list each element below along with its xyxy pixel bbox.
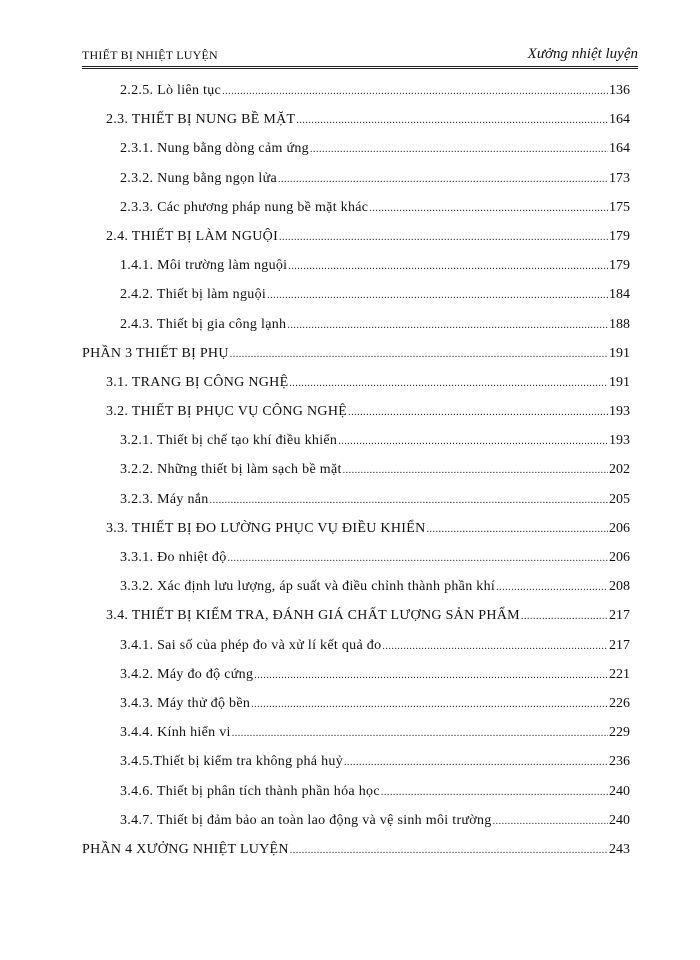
toc-entry-label: 3.4.2. Máy đo độ cứng [120,666,254,682]
toc-entry-label: 3.4.6. Thiết bị phân tích thành phần hóa học [120,783,380,799]
dot-leader [348,398,608,427]
toc-entry-label: 2.4. THIẾT BỊ LÀM NGUỘI [106,228,279,244]
dot-leader [426,515,608,544]
toc-entry[interactable] [82,222,630,251]
dot-leader [267,281,608,310]
toc-entry-page-number: 208 [609,579,630,595]
toc-entry-label: PHẦN 4 XƯỞNG NHIỆT LUYỆN [82,841,289,857]
toc-entry-page-number: 240 [609,812,630,828]
dot-leader [290,836,608,865]
toc-entry[interactable] [82,631,630,660]
dot-leader [279,223,608,252]
toc-entry[interactable] [82,280,630,309]
toc-entry[interactable] [82,193,630,222]
toc-entry-page-number: 243 [609,841,630,857]
dot-leader [381,778,608,807]
toc-entry-label: 3.3.2. Xác định lưu lượng, áp suất và điều chỉnh thành phần khí [120,579,496,595]
toc-entry-label: 3.2.3. Máy nắn [120,491,209,507]
toc-entry-page-number: 175 [609,199,630,215]
toc-entry[interactable] [82,485,630,514]
toc-entry-page-number: 206 [609,520,630,536]
toc-entry-label: 3.4.3. Máy thử độ bền [120,695,251,711]
toc-entry-label: 3.2.2. Những thiết bị làm sạch bề mặt [120,462,342,478]
table-of-contents [82,76,630,864]
toc-entry-page-number: 179 [609,258,630,274]
toc-entry-label: 3.2. THIẾT BỊ PHỤC VỤ CÔNG NGHỆ [106,404,348,420]
toc-entry-label: 3.1. TRANG BỊ CÔNG NGHỆ [106,374,289,390]
header-divider [82,66,638,69]
toc-entry-label: 3.4.5.Thiết bị kiểm tra không phá huỷ [120,754,344,770]
toc-entry[interactable] [82,601,630,630]
toc-entry-page-number: 191 [609,345,630,361]
toc-entry-page-number: 191 [609,374,630,390]
dot-leader [222,77,608,106]
dot-leader [521,602,608,631]
toc-entry-page-number: 188 [609,316,630,332]
toc-entry[interactable] [82,806,630,835]
dot-leader [232,719,608,748]
section-title: Xưởng nhiệt luyện [527,46,638,62]
toc-entry-page-number: 164 [609,112,630,128]
toc-entry[interactable] [82,660,630,689]
toc-entry-label: 2.3.1. Nung bằng dòng cảm ứng [120,141,309,157]
toc-entry[interactable] [82,777,630,806]
toc-entry-label: 3.3. THIẾT BỊ ĐO LƯỜNG PHỤC VỤ ĐIỀU KHIỂN [106,520,426,536]
toc-entry-page-number: 173 [609,170,630,186]
toc-entry-page-number: 193 [609,404,630,420]
toc-entry-page-number: 240 [609,783,630,799]
toc-entry[interactable] [82,718,630,747]
dot-leader [369,194,608,223]
toc-entry[interactable] [82,689,630,718]
dot-leader [343,456,608,485]
dot-leader [496,573,608,602]
dot-leader [210,486,608,515]
book-title: THIẾT BỊ NHIỆT LUYỆN [82,48,218,62]
toc-entry-label: PHẦN 3 THIẾT BỊ PHỤ [82,345,229,361]
toc-entry[interactable] [82,835,630,864]
toc-entry[interactable] [82,572,630,601]
dot-leader [493,807,608,836]
toc-entry-label: 3.2.1. Thiết bị chế tạo khí điều khiển [120,433,338,449]
toc-entry-page-number: 184 [609,287,630,303]
toc-entry[interactable] [82,76,630,105]
toc-entry[interactable] [82,134,630,163]
toc-entry-label: 2.3.2. Nung bằng ngọn lửa [120,170,278,186]
toc-entry-label: 3.4.4. Kính hiển vi [120,725,231,741]
toc-entry-page-number: 221 [609,666,630,682]
toc-entry[interactable] [82,339,630,368]
toc-entry-label: 2.3. THIẾT BỊ NUNG BỀ MẶT [106,112,296,128]
toc-entry-page-number: 226 [609,695,630,711]
dot-leader [382,632,608,661]
toc-entry-label: 2.2.5. Lò liên tục [120,83,222,98]
toc-entry[interactable] [82,747,630,776]
toc-entry[interactable] [82,455,630,484]
toc-entry-page-number: 164 [609,141,630,157]
toc-entry-label: 2.3.3. Các phương pháp nung bề mặt khác [120,199,369,215]
toc-entry[interactable] [82,105,630,134]
dot-leader [228,544,608,573]
toc-entry-page-number: 202 [609,462,630,478]
toc-entry-page-number: 193 [609,433,630,449]
toc-entry-page-number: 236 [609,754,630,770]
toc-entry-label: 2.4.2. Thiết bị làm nguội [120,287,267,303]
toc-entry-label: 3.4. THIẾT BỊ KIỂM TRA, ĐÁNH GIÁ CHẤT LƯỢNG SẢN PHẨM [106,608,520,624]
toc-entry-page-number: 217 [609,637,630,653]
toc-entry-label: 3.3.1. Đo nhiệt độ [120,550,227,565]
toc-entry[interactable] [82,251,630,280]
dot-leader [344,748,608,777]
dot-leader [310,135,608,164]
dot-leader [278,165,608,194]
dot-leader [287,311,608,340]
toc-entry-page-number: 179 [609,228,630,244]
dot-leader [254,661,608,690]
toc-entry-page-number: 136 [609,83,630,98]
dot-leader [288,252,608,281]
toc-entry[interactable] [82,310,630,339]
toc-entry-label: 2.4.3. Thiết bị gia công lạnh [120,316,287,332]
toc-entry-page-number: 229 [609,725,630,741]
toc-entry-page-number: 206 [609,550,630,565]
toc-entry-label: 3.4.7. Thiết bị đảm bảo an toàn lao động và vệ sinh môi trường [120,812,492,828]
toc-entry[interactable] [82,514,630,543]
toc-entry-label: 3.4.1. Sai số của phép đo và xử lí kết quả đo [120,637,382,653]
page-header [82,44,638,66]
dot-leader [296,106,608,135]
toc-entry[interactable] [82,543,630,572]
toc-entry-page-number: 217 [609,608,630,624]
dot-leader [338,427,608,456]
toc-entry[interactable] [82,426,630,455]
dot-leader [230,340,608,369]
dot-leader [289,369,608,398]
toc-entry[interactable] [82,368,630,397]
toc-entry[interactable] [82,164,630,193]
dot-leader [251,690,608,719]
toc-entry-page-number: 205 [609,491,630,507]
toc-entry-label: 1.4.1. Môi trường làm nguội [120,258,288,274]
toc-entry[interactable] [82,397,630,426]
